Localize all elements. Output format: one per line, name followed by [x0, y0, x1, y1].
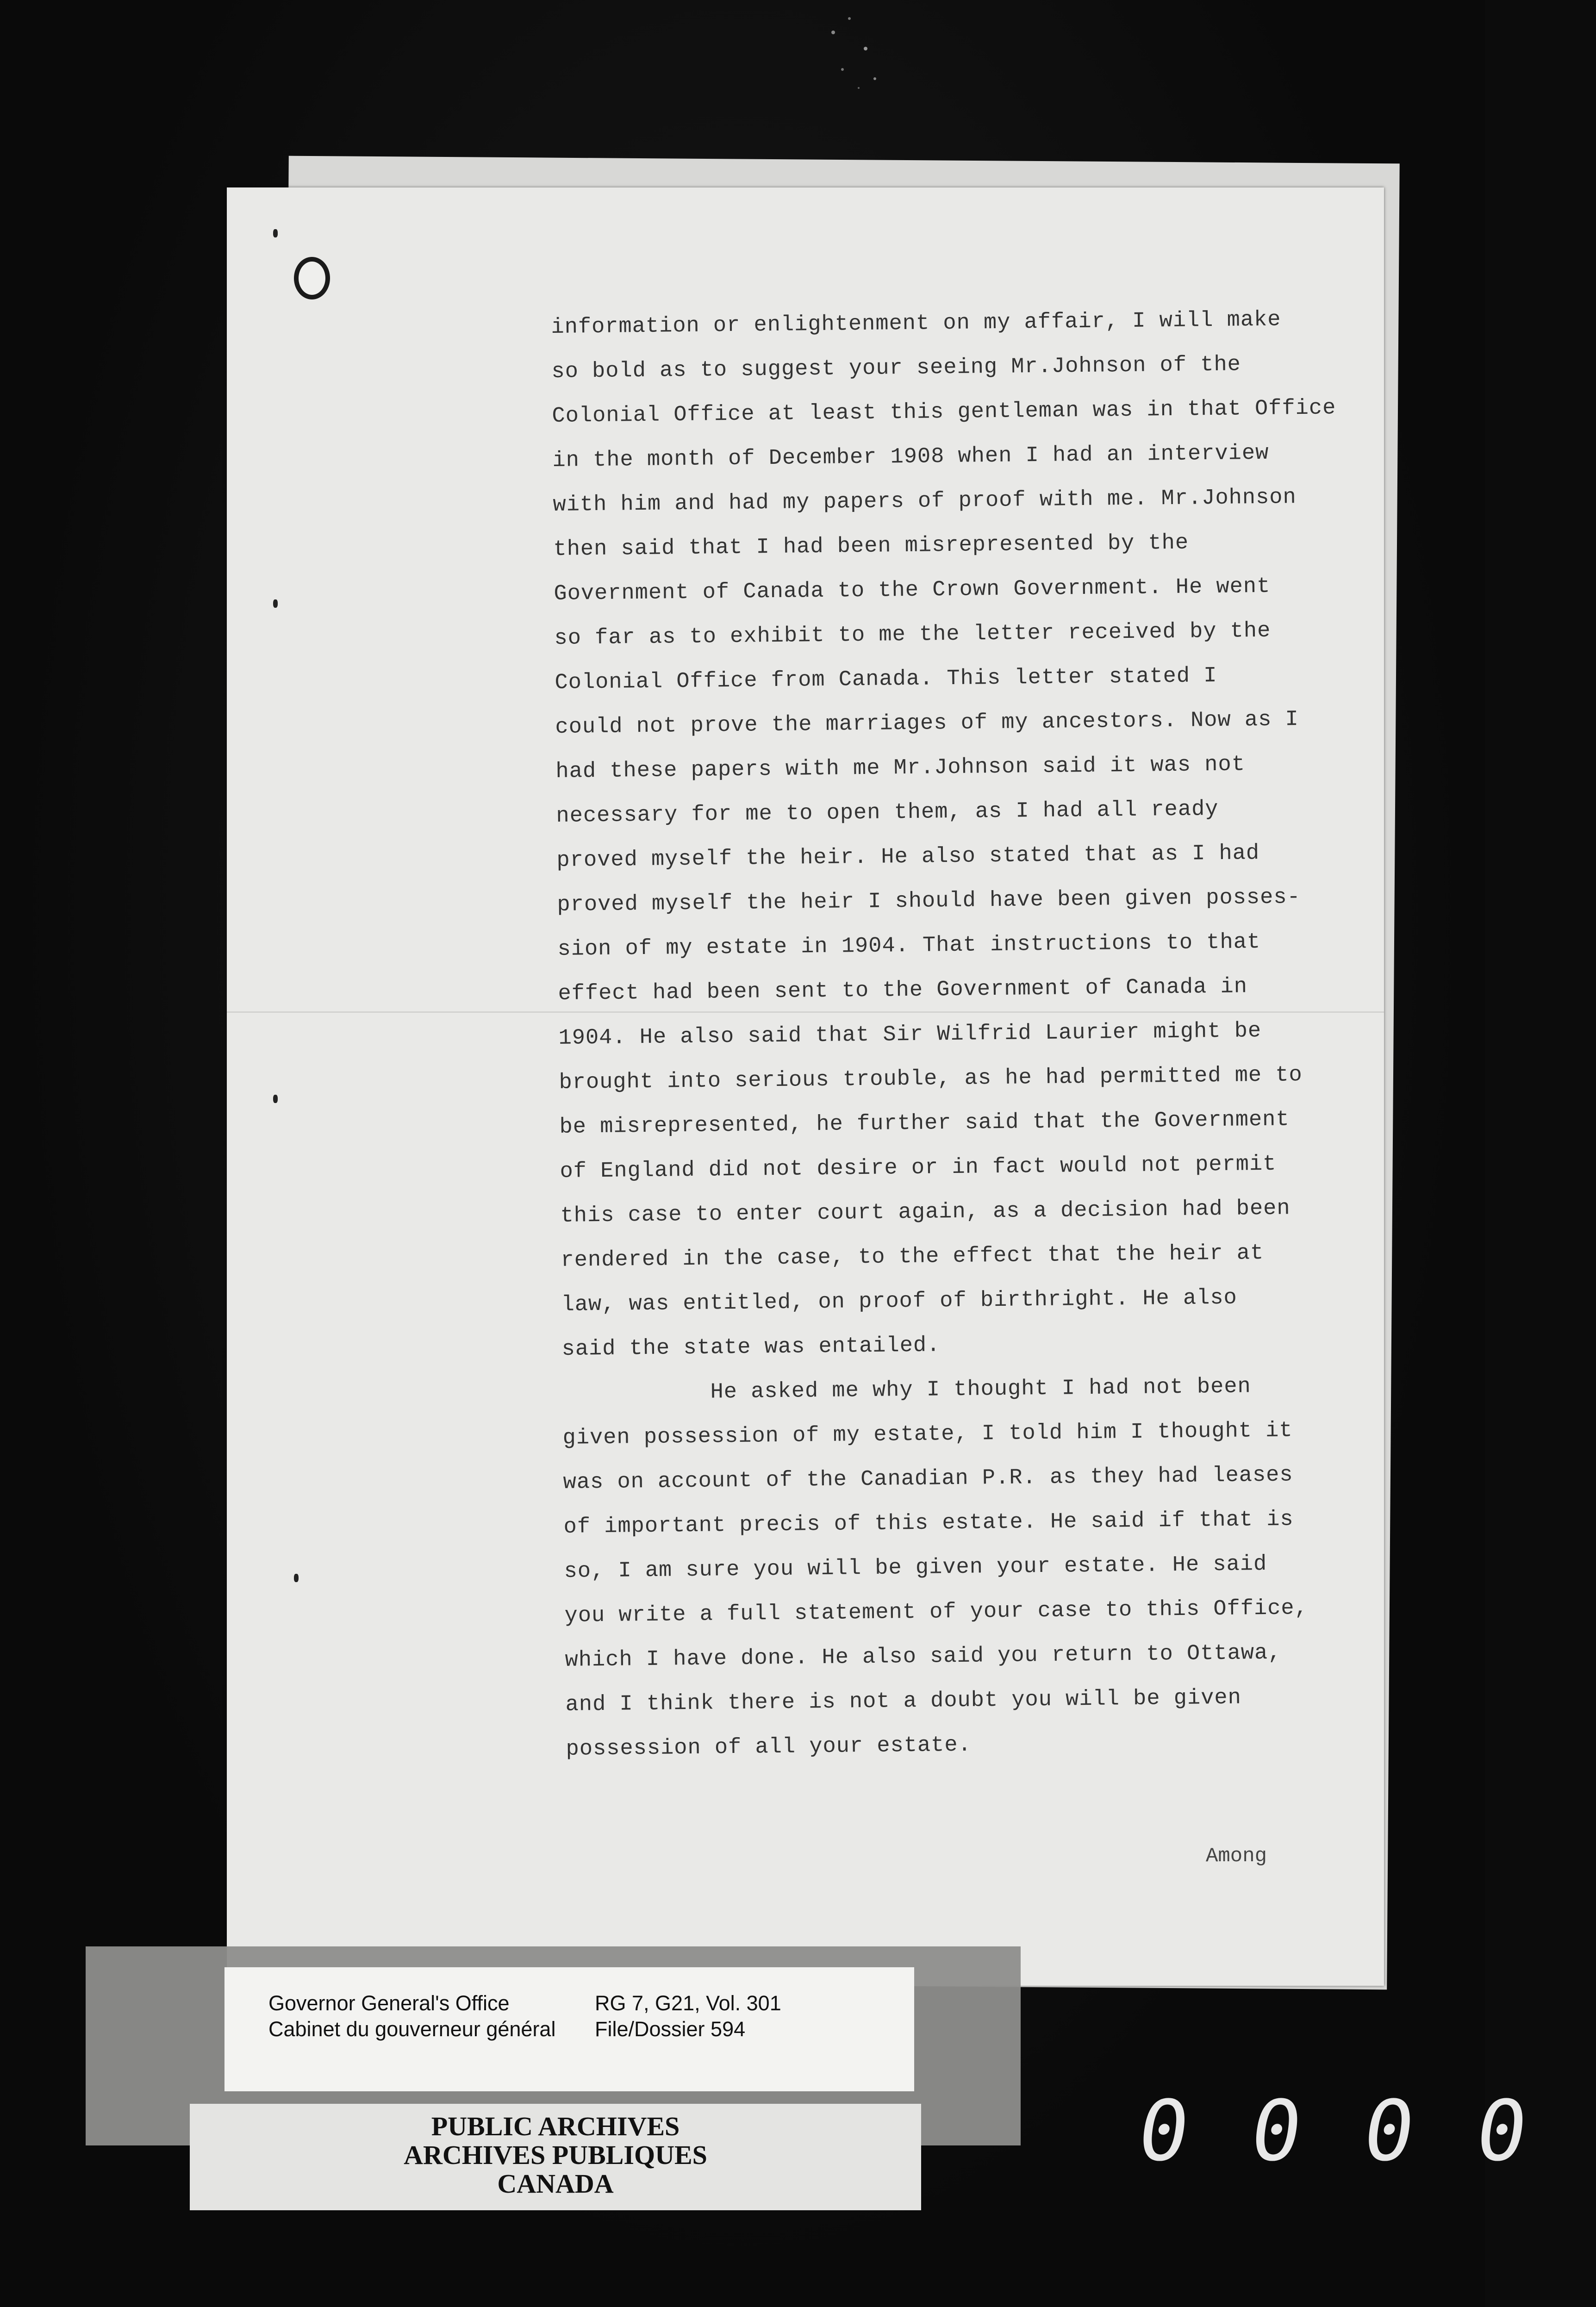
archives-country: CANADA: [497, 2169, 614, 2199]
typed-line: of important precis of this estate. He said if that is: [563, 1507, 1294, 1540]
archive-reference-label: [224, 1967, 914, 2091]
typed-line: sion of my estate in 1904. That instructions to that: [557, 930, 1261, 962]
office-name-french: Cabinet du gouverneur général: [268, 2017, 556, 2041]
typed-line: you write a full statement of your case to this Office,: [564, 1596, 1309, 1628]
typed-line: Colonial Office at least this gentleman was in that Office: [552, 396, 1336, 429]
typed-line: proved myself the heir I should have been given posses-: [557, 885, 1301, 917]
typed-line: Colonial Office from Canada. This letter stated I: [555, 663, 1217, 695]
margin-mark: [273, 229, 278, 237]
punch-hole: [294, 257, 330, 299]
typed-line: was on account of the Canadian P.R. as they had leases: [563, 1463, 1293, 1495]
typed-line: proved myself the heir. He also stated that as I had: [556, 841, 1260, 873]
typed-line: of England did not desire or in fact would not permit: [560, 1152, 1277, 1184]
archives-english: PUBLIC ARCHIVES: [431, 2111, 680, 2141]
record-group-reference: RG 7, G21, Vol. 301: [595, 1991, 781, 2015]
margin-mark: [294, 1574, 299, 1582]
letter-page: [227, 187, 1384, 1986]
typed-line: with him and had my papers of proof with me. Mr.Johnson: [553, 485, 1297, 518]
typed-line: be misrepresented, he further said that the Government: [559, 1107, 1290, 1140]
public-archives-stamp: [190, 2104, 921, 2210]
typed-line: Government of Canada to the Crown Government. He went: [554, 574, 1271, 606]
typed-line: said the state was entailed.: [561, 1333, 941, 1362]
typed-line: rendered in the case, to the effect that the heir at: [561, 1241, 1264, 1273]
typed-line: brought into serious trouble, as he had permitted me to: [559, 1063, 1303, 1095]
typed-line: so, I am sure you will be given your estate. He said: [564, 1552, 1267, 1584]
typed-line: necessary for me to open them, as I had all ready: [556, 797, 1219, 829]
typed-line: this case to enter court again, as a decision had been: [560, 1196, 1291, 1228]
typed-line: possession of all your estate.: [566, 1733, 972, 1762]
typed-line: which I have done. He also said you return to Ottawa,: [565, 1640, 1282, 1673]
margin-mark: [273, 1095, 278, 1103]
film-specks: [824, 5, 893, 97]
archives-french: ARCHIVES PUBLIQUES: [404, 2140, 707, 2170]
catchword: Among: [1206, 1845, 1267, 1868]
typed-line: given possession of my estate, I told him I thought it: [562, 1418, 1293, 1451]
typed-line: He asked me why I thought I had not been: [710, 1374, 1252, 1405]
typed-line: information or enlightenment on my affair, I will make: [551, 307, 1281, 340]
typed-line: had these papers with me Mr.Johnson said it was not: [555, 752, 1246, 784]
margin-mark: [273, 599, 278, 608]
typed-line: effect had been sent to the Government of Canada in: [558, 974, 1248, 1006]
typed-line: then said that I had been misrepresented by the: [553, 530, 1189, 562]
typed-line: so bold as to suggest your seeing Mr.Johnson of the: [551, 352, 1241, 384]
typed-line: so far as to exhibit to me the letter received by the: [554, 618, 1271, 651]
typed-line: 1904. He also said that Sir Wilfrid Laurier might be: [558, 1019, 1262, 1051]
typed-line: law, was entitled, on proof of birthright. He also: [561, 1285, 1238, 1317]
microfilm-frame-counter: 0000: [1132, 2083, 1596, 2180]
typed-line: could not prove the marriages of my ancestors. Now as I: [555, 707, 1299, 740]
file-number: File/Dossier 594: [595, 2017, 746, 2041]
office-name-english: Governor General's Office: [268, 1991, 510, 2015]
typed-line: and I think there is not a doubt you will be given: [565, 1685, 1242, 1717]
typed-line: in the month of December 1908 when I had an interview: [552, 441, 1269, 473]
typed-letter-body: [551, 297, 1381, 1772]
